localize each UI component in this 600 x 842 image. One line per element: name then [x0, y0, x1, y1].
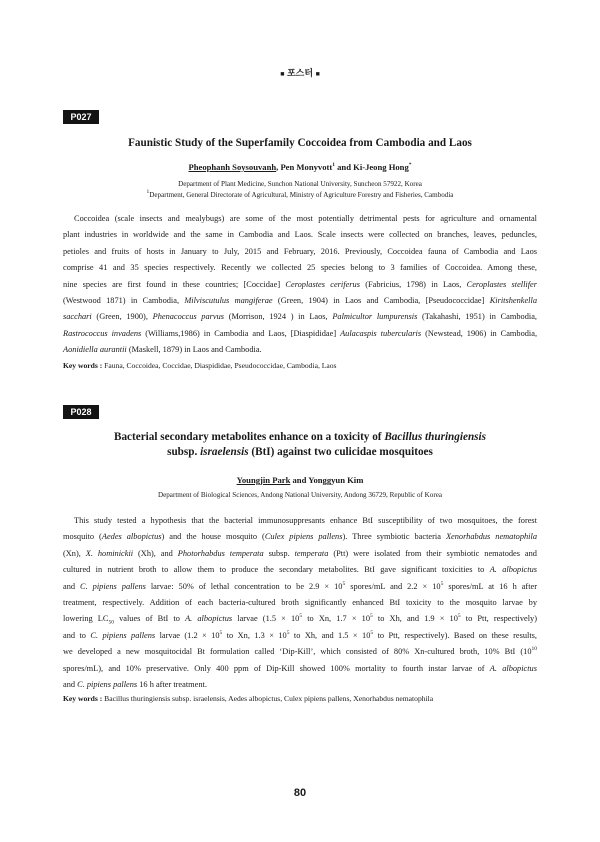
abstract-id-badge: P028 — [63, 405, 99, 419]
keywords-label: Key words : — [63, 694, 103, 703]
square-bullet-icon: ■ — [315, 71, 320, 78]
corresponding-marker: * — [408, 162, 412, 168]
author-name: and Ki-Jeong Hong — [334, 162, 409, 172]
keywords-text: Bacillus thuringiensis subsp. israelensis, Aedes albopictus, Culex pipiens pallens, Xenorhabdus nematophila — [102, 694, 434, 703]
section-label: 포스터 — [286, 68, 314, 78]
abstract-title: Bacterial secondary metabolites enhance on a toxicity of Bacillus thuringiensis subsp. israelensis (BtI) against two culicidae mosquitoes — [114, 431, 486, 458]
keywords — [63, 694, 537, 703]
abstract-title: Faunistic Study of the Superfamily Coccoidea from Cambodia and Laos — [128, 137, 472, 149]
author-list — [63, 475, 537, 485]
square-bullet-icon: ■ — [280, 71, 285, 78]
page-number: 80 — [293, 787, 307, 799]
keywords-label: Key words : — [63, 361, 103, 370]
affiliation-marker: 1 — [332, 162, 335, 168]
author-list — [63, 162, 537, 172]
author-name: and Yonggyun Kim — [290, 475, 364, 485]
abstract-id-badge: P027 — [63, 110, 99, 124]
abstract-body: Coccoidea (scale insects and mealybugs) are some of the most potentially detrimental pests for agriculture and ornamental plant industries in worldwide and the same in Cambodia and Laos. Scale insects were collected on branches, leaves, peduncles, petioles and fruits of hosts in January to July, 2015 and February, 2016. Previously, Coccoidea fauna of Cambodia and Laos comprise 41 and 35 species respectively. Recently we collected 25 species belong to 3 families of Coccoidea. Among these, nine species are first found in these countries; [Coccidae] Ceroplastes ceriferus (Fabricius, 1798) in Laos, Ceroplastes stellifer (Westwood 1871) in Cambodia, Milviscutulus mangiferae (Green, 1904) in Laos and Cambodia, [Pseudococcidae] Kiritshenkella sacchari (Green, 1900), Phenacoccus parvus (Morrison, 1924 ) in Laos, Palmicultor lumpurensis (Takahashi, 1951) in Cambodia, Rastrococcus invadens (Williams,1986) in Cambodia and Laos, [Diaspididae] Aulacaspis tubercularis (Newstead, 1906) in Cambodia, Aonidiella aurantii (Maskell, 1879) in Laos and Cambodia. — [63, 214, 538, 355]
keywords — [63, 361, 537, 370]
affiliation-marker: 1 — [146, 189, 150, 195]
section-header — [0, 66, 600, 79]
affiliation: $^1$Department, General Directorate of Agricultural, Ministry of Agriculture Forestry and Fisheries, Cambodia — [146, 189, 454, 199]
presenting-author: Youngjin Park — [236, 475, 291, 485]
abstract-body: This study tested a hypothesis that the bacterial immunosuppresants enhance BtI susceptibility of two mosquitoes, the forest mosquito (Aedes albopictus) and the house mosquito (Culex pipiens pallens). Three symbiotic bacteria Xenorhabdus nematophila (Xn), X. hominickii (Xh), and Photorhabdus temperata subsp. temperata (Ptt) were isolated from their symbiotic nematodes and cultured in nutrient broth to allow them to produce the secondary metabolites. BtI gave significant toxicities to A. albopictus and C. pipiens pallens larvae: 50% of lethal concentration to be $2.9 \times 10^5$ spores/mL and $2.2 \times 10^5$ spores/mL at 16 h after treatment, respectively. Addition of each bacteria-cultured broth significantly enhanced BtI toxicity to the mosquito larvae by lowering $LC_{50}$ values of BtI to A. albopictus larvae ($1.5 \times 10^5$ to Xn, $1.7 \times 10^5$ to Xh, and $1.9 \times 10^5$ to Ptt, respectively) and to C. pipiens pallens larvae ($1.2 \times 10^5$ to Xn, $1.3 \times 10^5$ to Xh, and $1.5 \times 10^5$ to Ptt, respectively). Based on these results, we developed a new mosquitocidal Bt formulation called ‘Dip-Kill’, which consisted of 80% Xn-cultured broth, 10% BtI ($10^{10}$ spores/mL), and 10% preservative. Only 400 ppm of Dip-Kill showed 100% mortality to fourth instar larvae of A. albopictus and C. pipiens pallens 16 h after treatment. — [63, 516, 538, 690]
affiliation: Department of Plant Medicine, Sunchon National University, Suncheon 57922, Korea — [178, 180, 422, 188]
author-name: , Pen Monyvott — [276, 162, 333, 172]
affiliation: Department of Biological Sciences, Andong National University, Andong 36729, Republic of Korea — [157, 491, 443, 499]
presenting-author: Pheophanh Soysouvanh — [188, 162, 277, 172]
keywords-text: Fauna, Coccoidea, Coccidae, Diaspididae, Pseudococcidae, Cambodia, Laos — [102, 361, 337, 370]
